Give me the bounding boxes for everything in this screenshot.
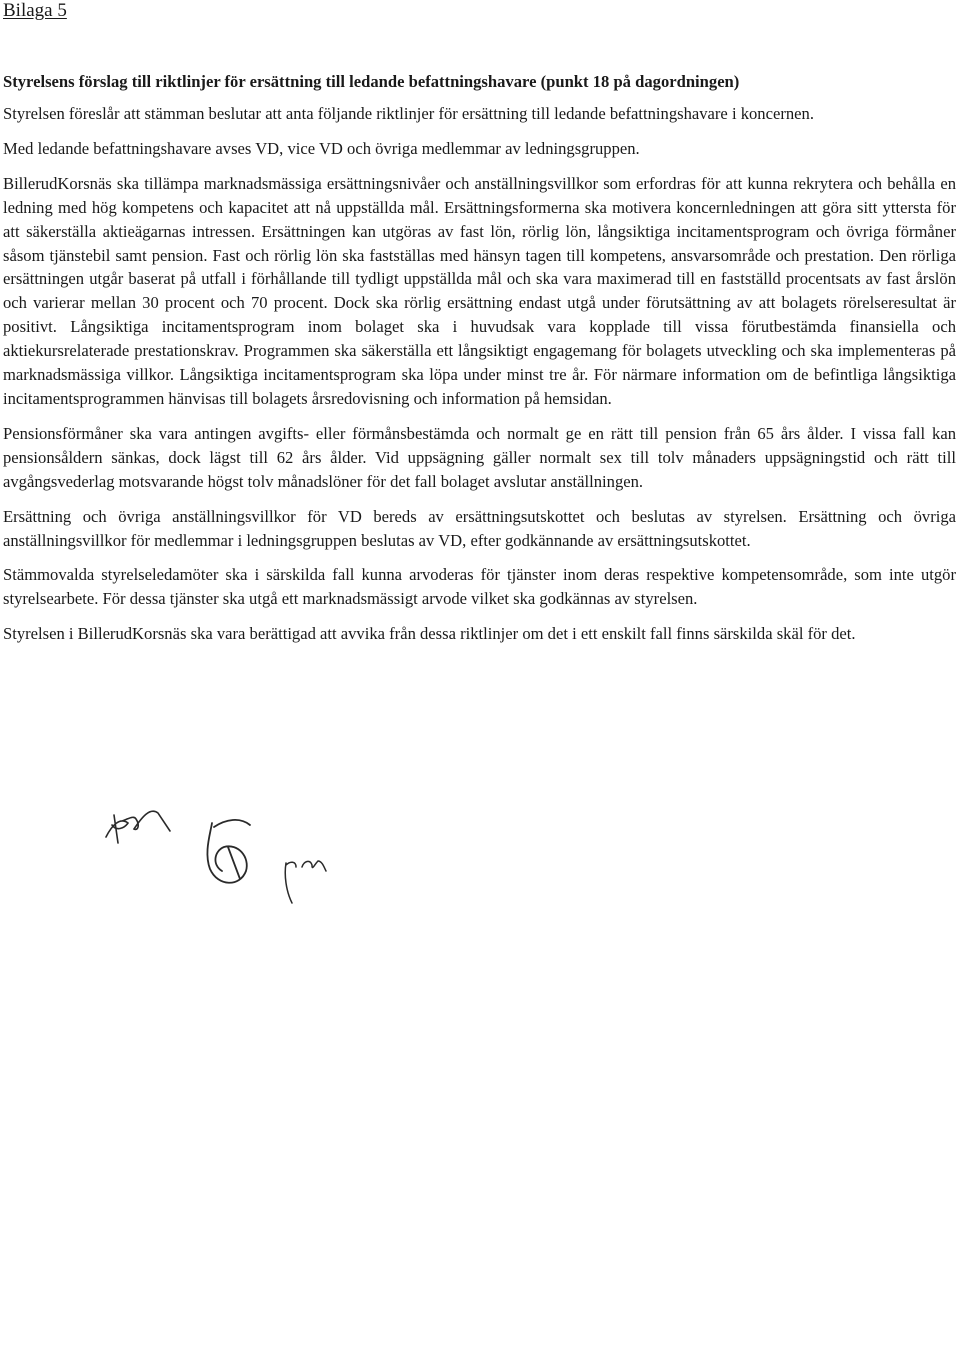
signature-block (100, 795, 400, 915)
paragraph-pension: Pensionsförmåner ska vara antingen avgifts- eller förmånsbestämda och normalt ge en rätt till pension från 65 års ålder. I vissa fall kan pensionsåldern sänkas, dock lägst till 62 års ålder. Vid uppsägning gäller normalt sex till tolv månaders uppsägningstid och rätt till avgångsvederlag motsvarande högst tolv månadslöner för det fall bolaget avslutar anställningen. (3, 423, 956, 491)
paragraph-proposal: Styrelsen föreslår att stämman beslutar att anta följande riktlinjer för ersättning till ledande befattningshavare i koncernen. (3, 104, 814, 123)
document-title: Styrelsens förslag till riktlinjer för ersättning till ledande befattningshavare (punkt 18 på dagordningen) (3, 72, 740, 91)
paragraph-board-fees: Stämmovalda styrelseledamöter ska i särskilda fall kunna arvoderas för tjänster inom deras respektive kompetensområde, som inte utgör styrelsearbete. För dessa tjänster ska utgå ett marknadsmässigt arvode vilket ska godkännas av styrelsen. (3, 565, 956, 609)
paragraph-definition: Med ledande befattningshavare avses VD, vice VD och övriga medlemmar av ledningsgruppen. (3, 138, 640, 158)
initials-signature-3 (100, 795, 400, 915)
paragraph-deviation: Styrelsen i BillerudKorsnäs ska vara berättigad att avvika från dessa riktlinjer om det i ett enskilt fall finns särskilda skäl för det. (3, 624, 856, 644)
attachment-label: Bilaga 5 (3, 0, 67, 21)
paragraph-compensation: BillerudKorsnäs ska tillämpa marknadsmässiga ersättningsnivåer och anställningsvillkor som erfordras för att kunna rekrytera och behålla en ledning med hög kompetens och kapacitet att nå uppställda mål. Ersättningsformerna ska motivera koncernledningen att göra sitt yttersta för att säkerställa aktieägarnas intressen. Ersättningen kan utgöras av fast lön, rörlig lön, långsiktiga incitamentsprogram och övriga förmåner såsom tjänstebil samt pension. Fast och rörlig lön ska fastställas med hänsyn tagen till kompetens, ansvarsområde och prestation. Den rörliga ersättningen utgår baserat på utfall i förhållande till tydligt uppställda mål och ska vara maximerad till en fastställd procentsats av fast årslön och varierar mellan 30 procent och 70 procent. Dock ska rörlig ersättning endast utgå under förutsättning av att bolagets rörelseresultat är positivt. Långsiktiga incitamentsprogram inom bolaget ska i huvudsak vara kopplade till vissa förutbestämda finansiella och aktiekursrelaterade prestationskrav. Programmen ska säkerställa ett långsiktigt engagemang för bolagets utveckling och ska implementeras på marknadsmässiga villkor. Långsiktiga incitamentsprogram ska löpa under minst tre år. För närmare information om de befintliga långsiktiga incitamentsprogrammen hänvisas till bolagets årsredovisning och information på hemsidan. (3, 173, 956, 408)
document-body (3, 70, 956, 657)
paragraph-ceo-terms: Ersättning och övriga anställningsvillkor för VD bereds av ersättningsutskottet och beslutas av styrelsen. Ersättning och övriga anställningsvillkor för medlemmar i ledningsgruppen beslutas av VD, efter godkännande av ersättningsutskottet. (3, 506, 956, 550)
